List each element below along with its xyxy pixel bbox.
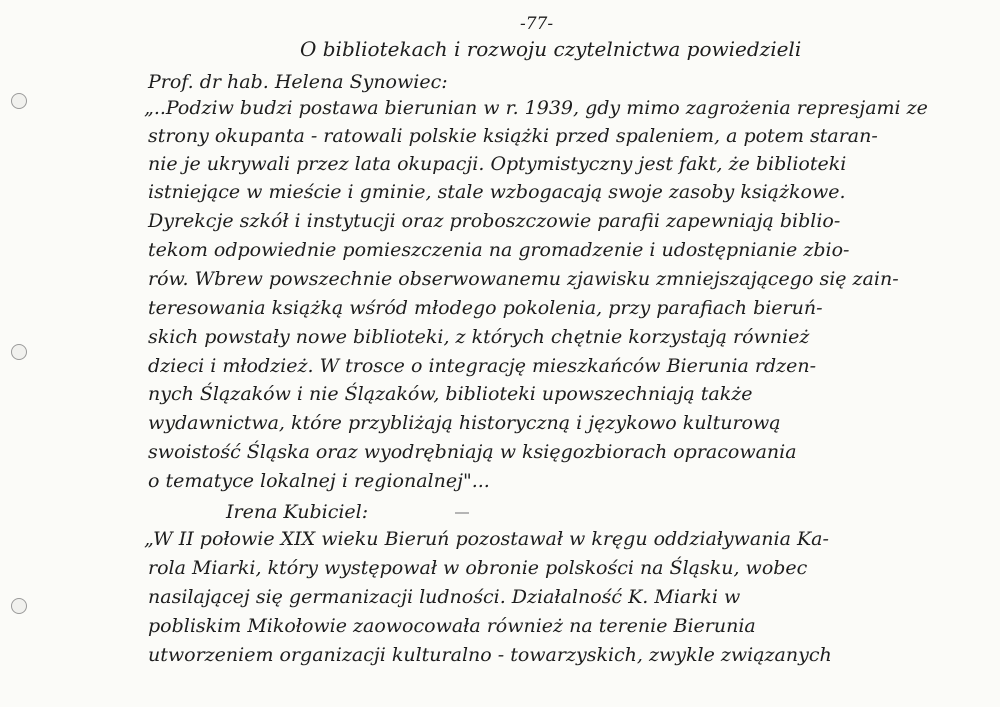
text-line: o tematyce lokalnej i regionalnej"... — [148, 470, 490, 492]
text-line: utworzeniem organizacji kulturalno - towarzyskich, zwykle związanych — [148, 644, 832, 666]
text-line: rola Miarki, który występował w obronie polskości na Śląsku, wobec — [148, 557, 808, 579]
pen-mark — [455, 512, 469, 514]
text-line: istniejące w mieście i gminie, stale wzbogacają swoje zasoby książkowe. — [148, 181, 846, 203]
text-line: skich powstały nowe biblioteki, z których chętnie korzystają również — [148, 326, 810, 348]
punch-hole — [11, 598, 27, 614]
text-line: Dyrekcje szkół i instytucji oraz proboszczowie parafii zapewniają biblio- — [148, 210, 841, 232]
text-line: „W II połowie XIX wieku Bieruń pozostawał w kręgu oddziaływania Ka- — [144, 528, 829, 550]
text-line: nie je ukrywali przez lata okupacji. Optymistyczny jest fakt, że biblioteki — [148, 153, 847, 175]
text-line: rów. Wbrew powszechnie obserwowanemu zjawisku zmniejszającego się zain- — [148, 268, 899, 290]
text-line: nych Ślązaków i nie Ślązaków, biblioteki upowszechniają także — [148, 383, 753, 405]
text-line: nasilającej się germanizacji ludności. Działalność K. Miarki w — [148, 586, 741, 608]
text-line: strony okupanta - ratowali polskie książki przed spaleniem, a potem staran- — [148, 125, 878, 147]
punch-hole — [11, 93, 27, 109]
text-line: swoistość Śląska oraz wyodrębniają w księgozbiorach opracowania — [148, 441, 797, 463]
author-kubiciel: Irena Kubiciel: — [226, 501, 369, 523]
text-line: teresowania książką wśród młodego pokolenia, przy parafiach bieruń- — [148, 297, 823, 319]
author-synowiec: Prof. dr hab. Helena Synowiec: — [148, 71, 448, 93]
text-line: wydawnictwa, które przybliżają historyczną i językowo kulturową — [148, 412, 781, 434]
page-title: O bibliotekach i rozwoju czytelnictwa powiedzieli — [300, 37, 802, 61]
text-line: dzieci i młodzież. W trosce o integrację mieszkańców Bierunia rdzen- — [148, 355, 817, 377]
text-line: tekom odpowiednie pomieszczenia na gromadzenie i udostępnianie zbio- — [148, 239, 850, 261]
text-line: pobliskim Mikołowie zaowocowała również na terenie Bierunia — [148, 615, 756, 637]
punch-hole — [11, 344, 27, 360]
text-line: „..Podziw budzi postawa bierunian w r. 1939, gdy mimo zagrożenia represjami ze — [144, 97, 928, 119]
page-number: -77- — [520, 14, 554, 34]
